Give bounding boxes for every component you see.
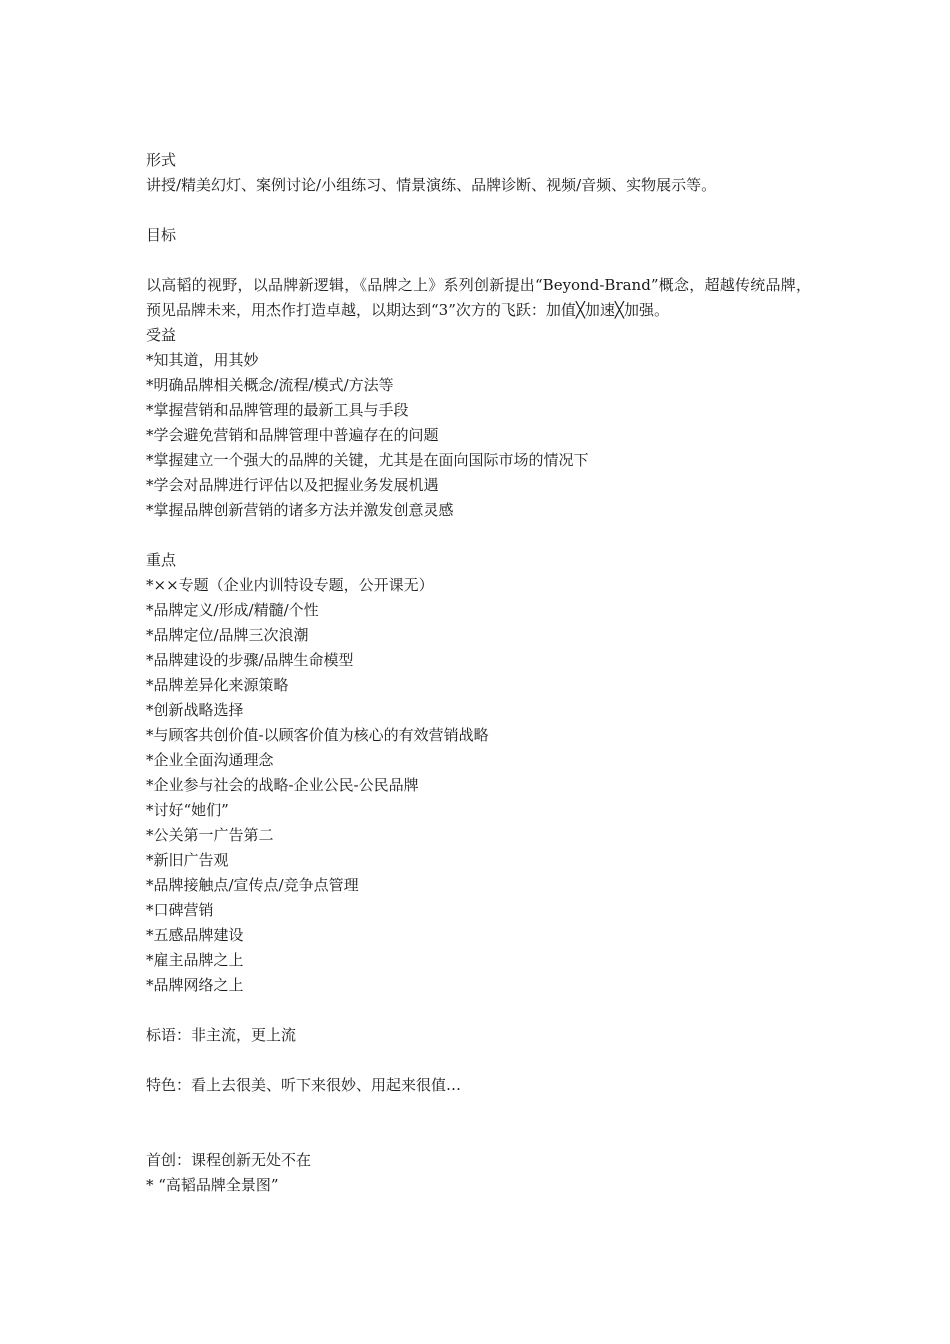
form-heading: 形式 [146, 151, 177, 169]
spacer [146, 248, 811, 273]
focus-item: *××专题（企业内训特设专题，公开课无） [146, 576, 434, 594]
benefit-item: *掌握建立一个强大的品牌的关键，尤其是在面向国际市场的情况下 [146, 451, 589, 469]
focus-heading: 重点 [146, 551, 177, 569]
focus-item: *品牌定位/品牌三次浪潮 [146, 626, 309, 644]
benefit-item: *学会对品牌进行评估以及把握业务发展机遇 [146, 476, 439, 494]
focus-item: *口碑营销 [146, 901, 214, 919]
focus-item: *品牌建设的步骤/品牌生命模型 [146, 651, 354, 669]
original-heading: 首创：课程创新无处不在 [146, 1151, 312, 1169]
focus-item: *品牌网络之上 [146, 976, 244, 994]
focus-item: *雇主品牌之上 [146, 951, 244, 969]
spacer [146, 1048, 811, 1073]
focus-item: *五感品牌建设 [146, 926, 244, 944]
focus-item: *创新战略选择 [146, 701, 244, 719]
feature: 特色：看上去很美、听下来很妙、用起来很值… [146, 1076, 462, 1094]
spacer [146, 1123, 811, 1148]
focus-item: *企业全面沟通理念 [146, 751, 274, 769]
focus-item: *讨好“她们” [146, 801, 229, 819]
benefit-item: *学会避免营销和品牌管理中普遍存在的问题 [146, 426, 439, 444]
benefit-item: *知其道，用其妙 [146, 351, 259, 369]
document-page [146, 148, 811, 1198]
slogan: 标语：非主流，更上流 [146, 1026, 297, 1044]
spacer [146, 198, 811, 223]
spacer [146, 1098, 811, 1123]
benefit-item: *掌握营销和品牌管理的最新工具与手段 [146, 401, 409, 419]
focus-item: *公关第一广告第二 [146, 826, 274, 844]
spacer [146, 523, 811, 548]
form-text: 讲授/精美幻灯、案例讨论/小组练习、情景演练、品牌诊断、视频/音频、实物展示等。 [146, 176, 717, 194]
original-item: * “高韬品牌全景图” [146, 1176, 279, 1194]
benefit-item: *明确品牌相关概念/流程/模式/方法等 [146, 376, 394, 394]
benefit-item: *掌握品牌创新营销的诸多方法并激发创意灵感 [146, 501, 454, 519]
focus-item: *品牌定义/形成/精髓/个性 [146, 601, 319, 619]
goal-heading: 目标 [146, 226, 177, 244]
spacer [146, 998, 811, 1023]
focus-item: *新旧广告观 [146, 851, 229, 869]
focus-item: *品牌接触点/宣传点/竞争点管理 [146, 876, 359, 894]
focus-item: *企业参与社会的战略-企业公民-公民品牌 [146, 776, 419, 794]
focus-item: *品牌差异化来源策略 [146, 676, 289, 694]
goal-text: 以高韬的视野，以品牌新逻辑，《品牌之上》系列创新提出“Beyond-Brand”概念，超越传统品牌，预见品牌未来，用杰作打造卓越，以期达到“3”次方的飞跃：加值╳加速╳加强。 [146, 276, 811, 319]
focus-item: *与顾客共创价值-以顾客价值为核心的有效营销战略 [146, 726, 489, 744]
benefits-heading: 受益 [146, 326, 177, 344]
